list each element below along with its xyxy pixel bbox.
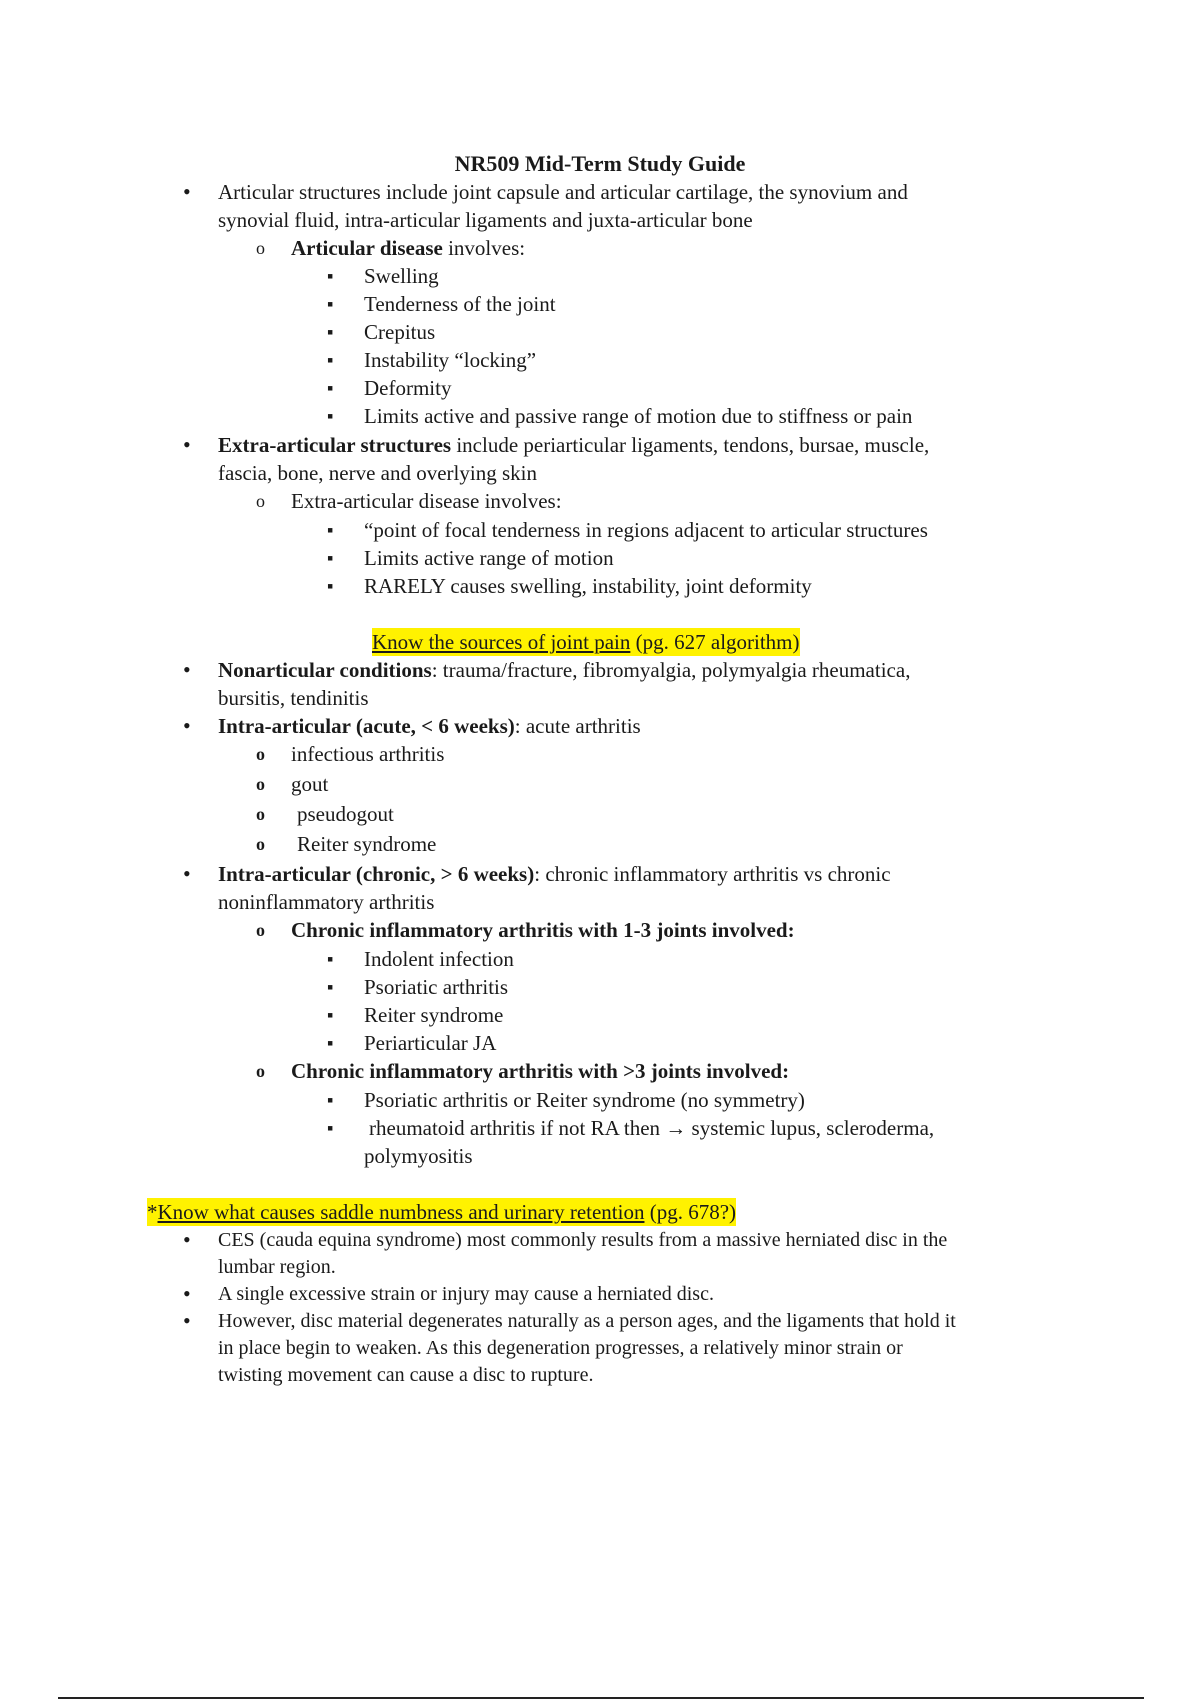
circle-marker: o: [256, 1061, 265, 1081]
highlighted-heading: [147, 1198, 736, 1226]
square-marker: ▪: [327, 1090, 334, 1110]
subheading: Extra-articular disease involves:: [291, 489, 562, 513]
text-line: in place begin to weaken. As this degeneration progresses, a relatively minor strain or: [218, 1337, 903, 1359]
text-line: CES (cauda equina syndrome) most commonly results from a massive herniated disc in the: [218, 1229, 948, 1251]
square-marker: ▪: [327, 294, 334, 314]
subheading: [291, 234, 525, 262]
circle-marker: o: [256, 744, 265, 764]
list-item: Limits active and passive range of motion due to stiffness or pain: [364, 404, 913, 428]
text-line: synovial fluid, intra-articular ligaments and juxta-articular bone: [218, 208, 753, 232]
circle-marker: o: [256, 774, 265, 794]
square-marker: ▪: [327, 1033, 334, 1053]
bullet-marker: •: [183, 1227, 191, 1252]
bullet-marker: •: [183, 1281, 191, 1306]
text-line: A single excessive strain or injury may cause a herniated disc.: [218, 1283, 714, 1305]
list-item: Indolent infection: [364, 947, 514, 971]
text: involves:: [442, 236, 526, 260]
square-marker: ▪: [327, 520, 334, 540]
text: : chronic inflammatory arthritis vs chronic: [534, 862, 891, 886]
square-marker: ▪: [327, 1118, 334, 1138]
list-item: gout: [291, 772, 329, 796]
list-item: Reiter syndrome: [364, 1003, 504, 1027]
highlighted-heading: [372, 628, 800, 656]
bullet-marker: •: [183, 657, 191, 682]
text-line: [218, 860, 891, 888]
text-line: noninflammatory arthritis: [218, 890, 435, 914]
list-item: rheumatoid arthritis if not RA then → systemic lupus, scleroderma,: [369, 1116, 935, 1140]
list-item: Psoriatic arthritis: [364, 975, 509, 999]
bold-text: Nonarticular conditions: [218, 658, 432, 682]
document-title: NR509 Mid-Term Study Guide: [454, 151, 746, 176]
text-line: [218, 712, 641, 740]
circle-marker: o: [256, 491, 265, 511]
square-marker: ▪: [327, 266, 334, 286]
list-item: Reiter syndrome: [297, 832, 437, 856]
square-marker: ▪: [327, 576, 334, 596]
square-marker: ▪: [327, 548, 334, 568]
circle-marker: o: [256, 804, 265, 824]
list-item: Swelling: [364, 264, 439, 288]
list-item: Limits active range of motion: [364, 546, 614, 570]
bullet-marker: •: [183, 713, 191, 738]
circle-marker: o: [256, 920, 265, 940]
text-line: However, disc material degenerates naturally as a person ages, and the ligaments that hold it: [218, 1310, 956, 1332]
list-item: infectious arthritis: [291, 742, 445, 766]
list-item: pseudogout: [297, 802, 394, 826]
subheading: Chronic inflammatory arthritis with 1-3 joints involved:: [291, 918, 795, 942]
text: (pg. 678?): [644, 1200, 737, 1224]
square-marker: ▪: [327, 378, 334, 398]
text: include periarticular ligaments, tendons, bursae, muscle,: [451, 433, 930, 457]
bullet-marker: •: [183, 1308, 191, 1333]
square-marker: ▪: [327, 977, 334, 997]
square-marker: ▪: [327, 406, 334, 426]
text: (pg. 627 algorithm): [630, 630, 800, 654]
list-item: RARELY causes swelling, instability, joint deformity: [364, 574, 812, 598]
text-line: twisting movement can cause a disc to rupture.: [218, 1364, 594, 1386]
text: : acute arthritis: [514, 714, 641, 738]
text: : trauma/fracture, fibromyalgia, polymyalgia rheumatica,: [431, 658, 911, 682]
bottom-rule: [58, 1697, 1144, 1699]
circle-marker: o: [256, 834, 265, 854]
list-item: “point of focal tenderness in regions adjacent to articular structures: [364, 518, 928, 542]
list-item: Periarticular JA: [364, 1031, 497, 1055]
square-marker: ▪: [327, 350, 334, 370]
bullet-marker: •: [183, 179, 191, 204]
bullet-marker: •: [183, 432, 191, 457]
underlined-text: Know what causes saddle numbness and urinary retention: [157, 1200, 645, 1224]
text-line: fascia, bone, nerve and overlying skin: [218, 461, 537, 485]
text-line: [218, 656, 910, 684]
subheading: Chronic inflammatory arthritis with >3 joints involved:: [291, 1059, 790, 1083]
bullet-marker: •: [183, 861, 191, 886]
text-line: Articular structures include joint capsule and articular cartilage, the synovium and: [218, 180, 908, 204]
bold-text: Intra-articular (acute, < 6 weeks): [218, 714, 515, 738]
bold-text: Articular disease: [291, 236, 443, 260]
list-item-continuation: polymyositis: [364, 1144, 473, 1168]
circle-marker: o: [256, 238, 265, 258]
list-item: Instability “locking”: [364, 348, 537, 372]
text-line: [218, 431, 929, 459]
bold-text: Extra-articular structures: [218, 433, 452, 457]
square-marker: ▪: [327, 949, 334, 969]
text-line: lumbar region.: [218, 1256, 336, 1278]
list-item: Deformity: [364, 376, 452, 400]
list-item: Psoriatic arthritis or Reiter syndrome (no symmetry): [364, 1088, 805, 1112]
star-text: *: [147, 1200, 158, 1224]
list-item: Tenderness of the joint: [364, 292, 556, 316]
list-item: Crepitus: [364, 320, 436, 344]
underlined-text: Know the sources of joint pain: [372, 630, 631, 654]
square-marker: ▪: [327, 1005, 334, 1025]
square-marker: ▪: [327, 322, 334, 342]
text-line: bursitis, tendinitis: [218, 686, 369, 710]
bold-text: Intra-articular (chronic, > 6 weeks): [218, 862, 535, 886]
